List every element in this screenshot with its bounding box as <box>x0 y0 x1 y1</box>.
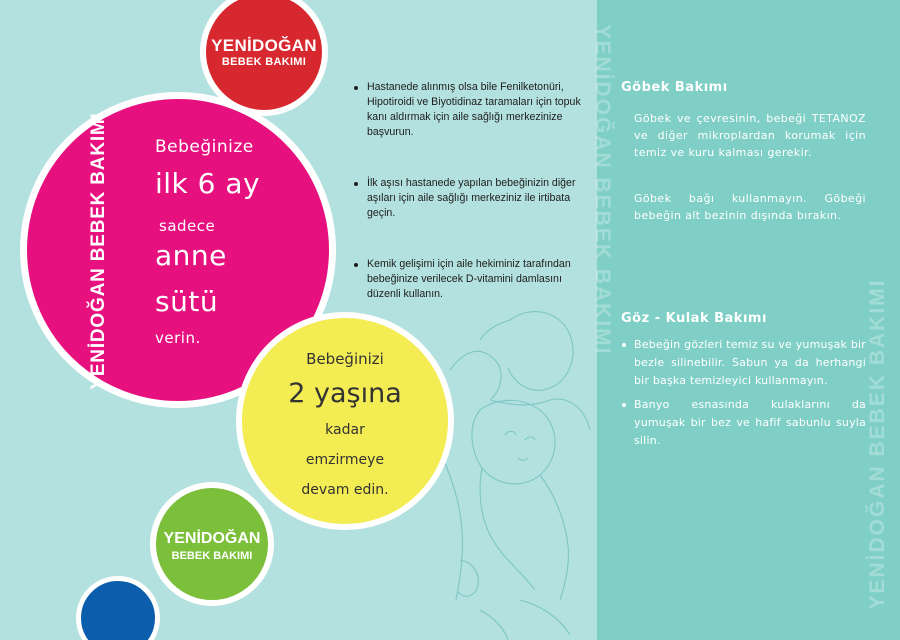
bullet-text: Bebeğin gözleri temiz su ve yumuşak bir bezle silinebilir. Sabun ya da herhangi bir başka temizleyici kullanmayın. <box>634 338 866 387</box>
bullet-dot-icon <box>354 86 358 90</box>
pink-circle-line: ilk 6 ay <box>155 167 261 200</box>
bullet-dot-icon <box>622 403 626 407</box>
yellow-circle-line: Bebeğinizi <box>306 350 384 368</box>
pink-circle-line: sütü <box>155 285 219 318</box>
vertical-brand-text: YENİDOĞAN BEBEK BAKIMI <box>88 112 109 390</box>
bullet-dot-icon <box>354 263 358 267</box>
pink-circle-line: sadece <box>159 217 216 235</box>
list-item <box>621 336 866 390</box>
gobek-paragraph: Göbek bağı kullanmayın. Göbeği bebeğin alt bezinin dışında bırakın. <box>634 192 866 222</box>
watermark-text-bottom: YENİDOĞAN BEBEK BAKIMI <box>866 278 889 610</box>
list-item <box>352 257 588 302</box>
pink-circle-line: anne <box>155 239 227 272</box>
brand-logo-line1: YENİDOĞAN <box>163 530 261 547</box>
goz-kulak-bullet-list <box>621 336 866 456</box>
bullet-text: İlk aşısı hastanede yapılan bebeğinizin diğer aşıları için aile sağlığı merkeziniz ile irtibata geçin. <box>367 177 576 219</box>
breastfeeding-2-years-circle <box>236 312 454 530</box>
brand-logo-line1: YENİDOĞAN <box>211 36 317 55</box>
list-item <box>352 80 588 140</box>
yellow-circle-line: 2 yaşına <box>288 378 402 409</box>
yellow-circle-line: devam edin. <box>301 482 389 498</box>
list-item <box>621 396 866 450</box>
yellow-circle-line: emzirmeye <box>305 452 385 468</box>
section-title-goz-kulak: Göz - Kulak Bakımı <box>621 311 767 326</box>
care-bullet-list <box>352 80 588 302</box>
bullet-dot-icon <box>622 343 626 347</box>
decorative-circle-blue <box>76 576 160 640</box>
brand-logo-line2: BEBEK BAKIMI <box>171 550 253 562</box>
bullet-text: Banyo esnasında kulaklarını da yumuşak bir bez ve hafif sabunlu suyla silin. <box>634 398 866 447</box>
pink-circle-line: verin. <box>155 329 201 347</box>
bullet-text: Hastanede alınmış olsa bile Fenilketonüri, Hipotiroidi ve Biyotidinaz taramaları için topuk kanı aldırmak için aile sağlığı merkezinize başvurun. <box>367 81 581 138</box>
watermark-text-top: YENİDOĞAN BEBEK BAKIMI <box>591 24 614 356</box>
bullet-text: Kemik gelişimi için aile hekiminiz tarafından bebeğinize verilecek D-vitamini damlasını düzenli kullanın. <box>367 258 571 300</box>
list-item <box>352 176 588 221</box>
bullet-dot-icon <box>354 182 358 186</box>
gobek-paragraph: Göbek ve çevresinin, bebeği TETANOZ ve diğer mikroplardan korumak için temiz ve kuru kalması gerekir. <box>634 112 866 159</box>
pink-circle-line: Bebeğinize <box>155 137 254 157</box>
brand-logo-line2: BEBEK BAKIMI <box>221 56 307 68</box>
brand-logo-circle-green <box>150 482 274 606</box>
section-title-gobek: Göbek Bakımı <box>621 80 728 95</box>
yellow-circle-line: kadar <box>325 422 365 438</box>
